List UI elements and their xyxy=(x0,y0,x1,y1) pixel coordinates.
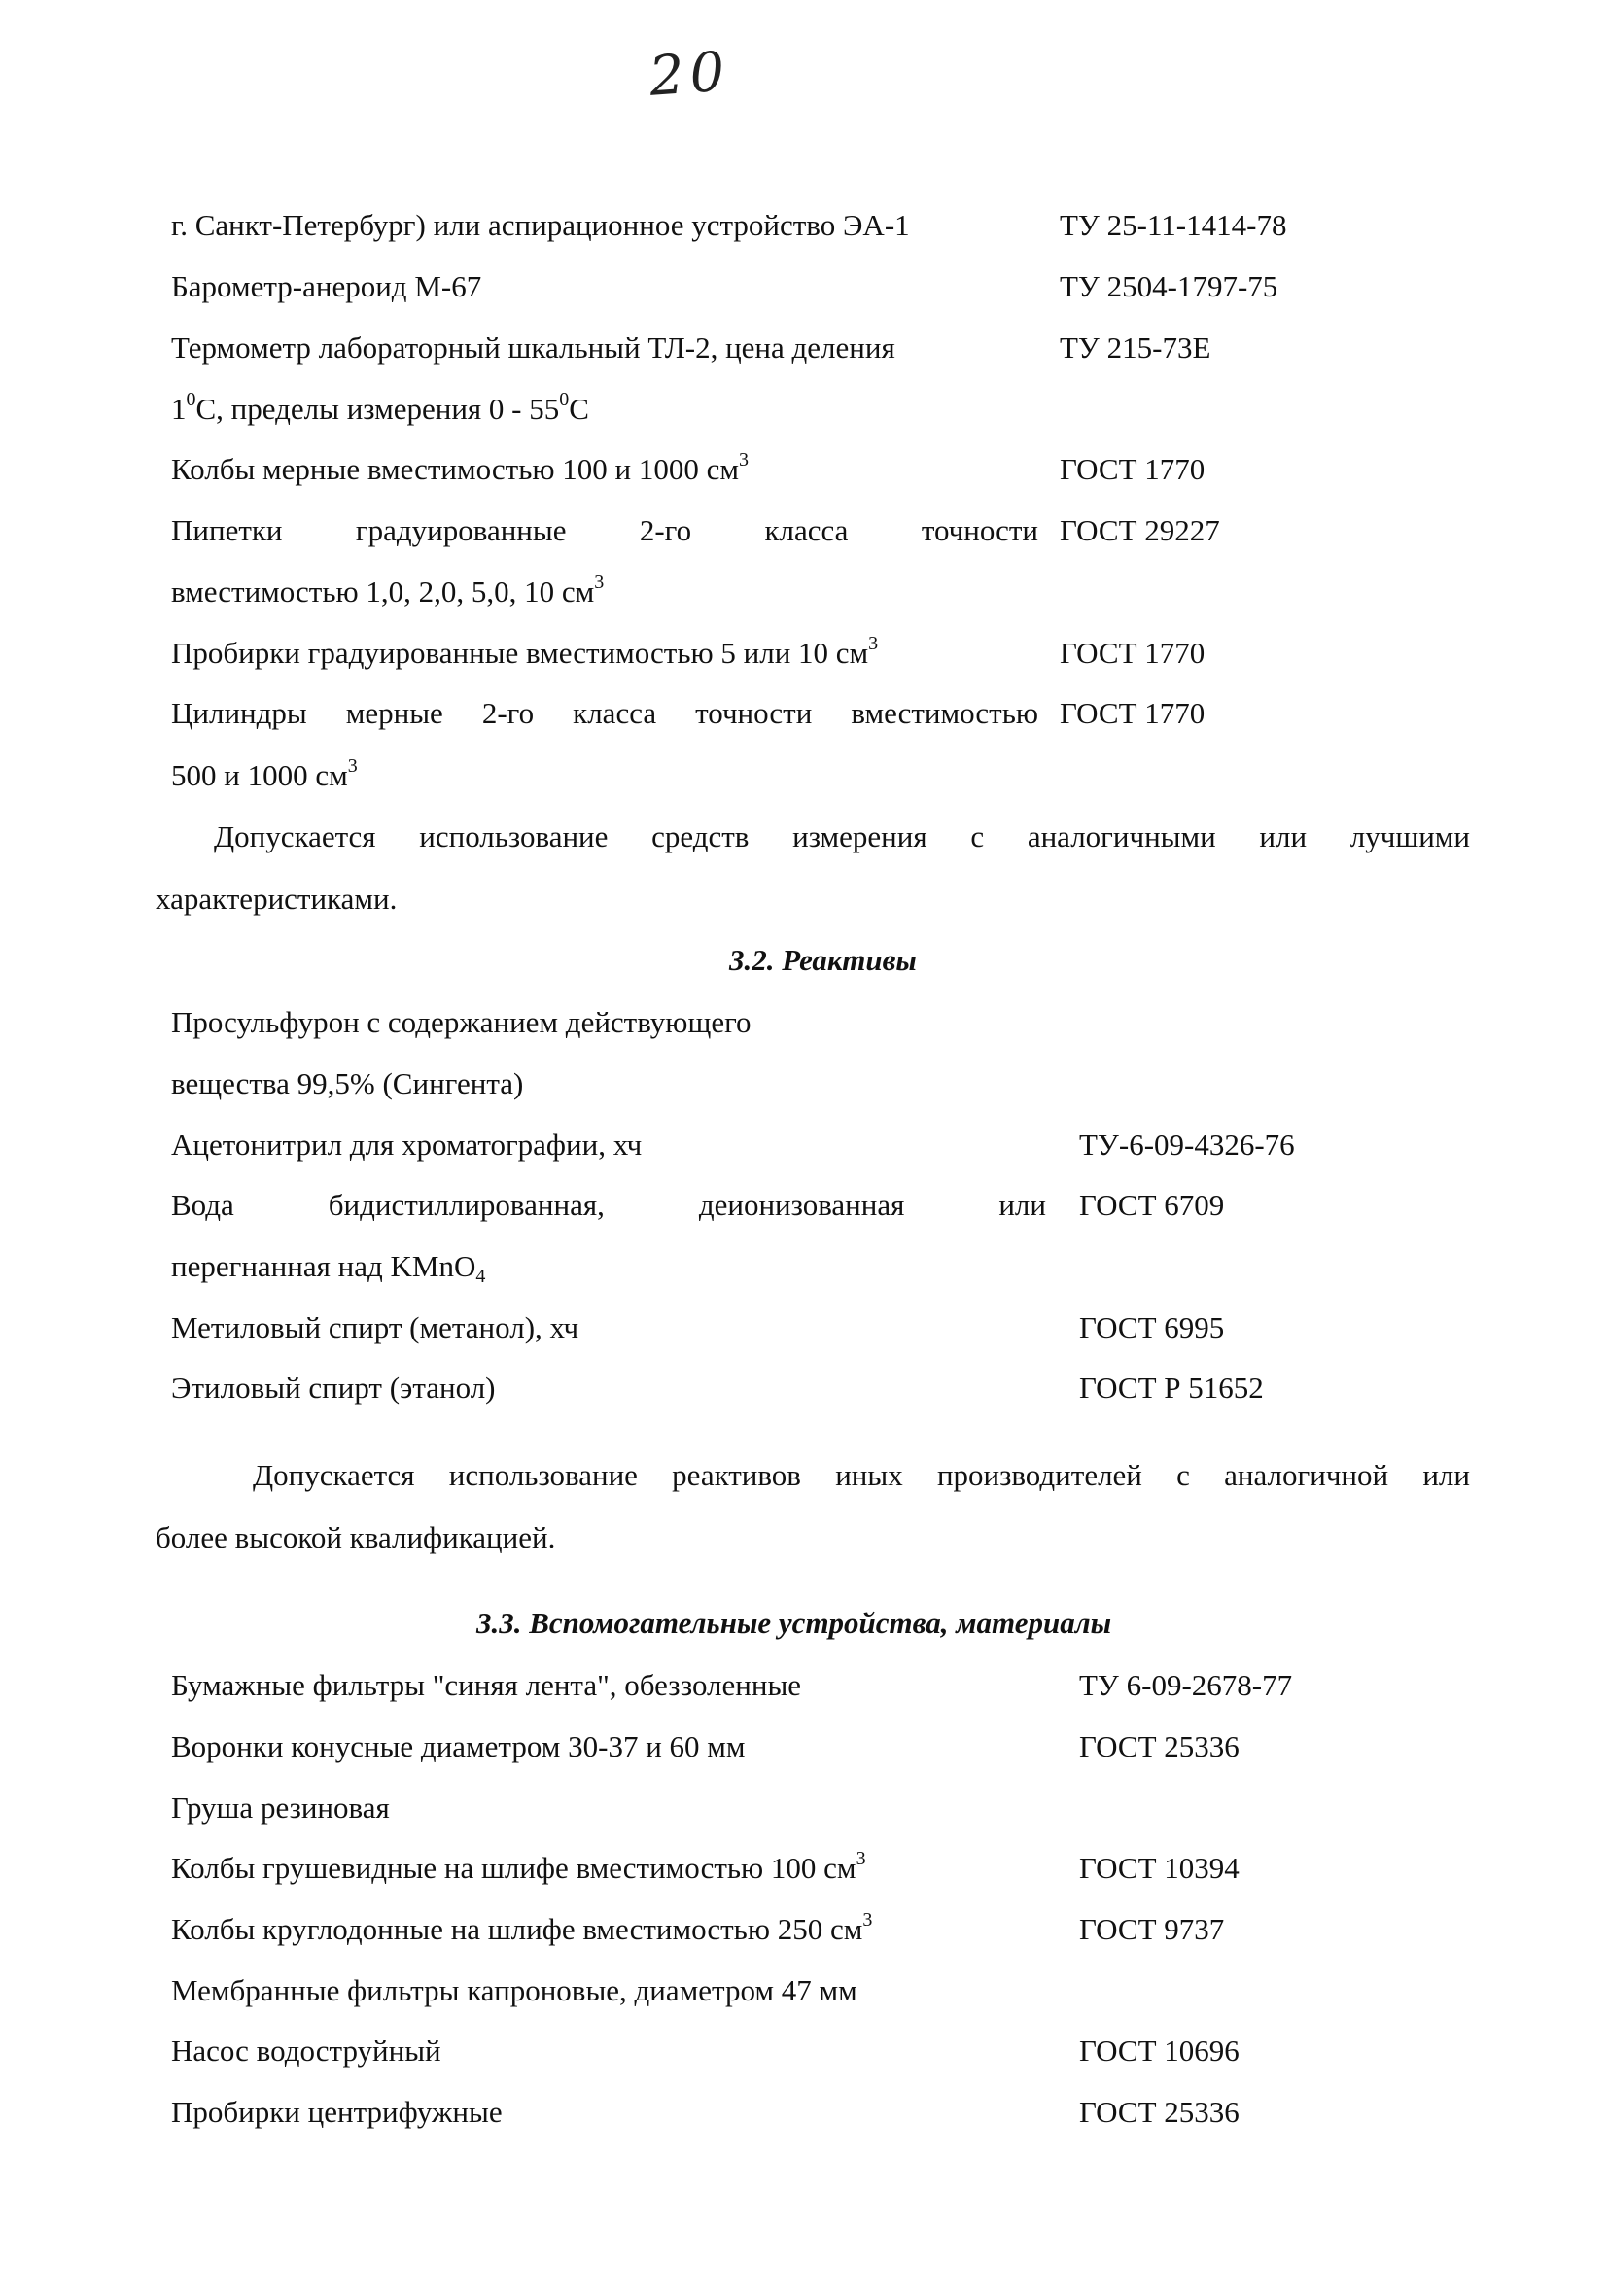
material-line: Пробирки центрифужные xyxy=(171,2095,503,2129)
reagent-line: Ацетонитрил для хроматографии, хч xyxy=(171,1128,643,1162)
material-line: Бумажные фильтры "синяя лента", обеззоленные xyxy=(171,1668,802,1702)
reagent-line: Метиловый спирт (метанол), хч xyxy=(171,1310,579,1344)
equipment-line: Пипетки градуированные 2-го класса точности xyxy=(171,513,1038,547)
standard-ref: ГОСТ 1770 xyxy=(1060,696,1206,730)
standard-ref: ГОСТ 1770 xyxy=(1060,636,1206,670)
standard-ref: ГОСТ Р 51652 xyxy=(1079,1371,1264,1405)
equipment-line: Пробирки градуированные вместимостью 5 или 10 $см^3$ xyxy=(171,633,879,670)
reagent-line: вещества 99,5% (Сингента) xyxy=(171,1066,524,1100)
equipment-line: Колбы мерные вместимостью 100 и 1000 $см^3$ xyxy=(171,449,749,486)
reagent-line: перегнанная над KMnO$_4$ xyxy=(171,1249,486,1287)
standard-ref: ГОСТ 6709 xyxy=(1079,1188,1225,1222)
note-paragraph: Допускается использование реактивов иных производителей с аналогичной или xyxy=(253,1458,1470,1492)
equipment-line: Цилиндры мерные 2-го класса точности вместимостью xyxy=(171,696,1038,730)
reagent-line: Вода бидистиллированная, деионизованная или xyxy=(171,1188,1046,1222)
equipment-line: вместимостью 1,0, 2,0, 5,0, 10 $см^3$ xyxy=(171,572,605,609)
standard-ref: ГОСТ 9737 xyxy=(1079,1912,1225,1946)
section-heading: 3.2. Реактивы xyxy=(729,943,917,977)
standard-ref: ГОСТ 25336 xyxy=(1079,1729,1240,1763)
equipment-line: г. Санкт-Петербург) или аспирационное устройство ЭА-1 xyxy=(171,208,910,242)
note-paragraph-end: более высокой квалификацией. xyxy=(156,1520,556,1554)
material-line: Насос водоструйный xyxy=(171,2034,441,2068)
page-number: 20 xyxy=(647,40,733,109)
material-line: Груша резиновая xyxy=(171,1791,390,1825)
standard-ref: ГОСТ 6995 xyxy=(1079,1310,1225,1344)
equipment-line: 500 и 1000 $см^3$ xyxy=(171,755,358,792)
note-paragraph-end: характеристиками. xyxy=(156,882,398,916)
section-heading: 3.3. Вспомогательные устройства, материалы xyxy=(476,1606,1112,1640)
standard-ref: ГОСТ 10696 xyxy=(1079,2034,1240,2068)
standard-ref: ТУ-6-09-4326-76 xyxy=(1079,1128,1295,1162)
material-line: Колбы грушевидные на шлифе вместимостью 100 $см^3$ xyxy=(171,1848,866,1885)
standard-ref: ТУ 2504-1797-75 xyxy=(1060,269,1278,303)
standard-ref: ТУ 215-73Е xyxy=(1060,330,1211,365)
material-line: Воронки конусные диаметром 30-37 и 60 мм xyxy=(171,1729,746,1763)
equipment-line: $1^0С$, пределы измерения $0 - 55^0С$ xyxy=(171,389,589,426)
note-paragraph: Допускается использование средств измерения с аналогичными или лучшими xyxy=(214,819,1470,853)
standard-ref: ТУ 25-11-1414-78 xyxy=(1060,208,1287,242)
material-line: Мембранные фильтры капроновые, диаметром 47 мм xyxy=(171,1973,857,2007)
standard-ref: ГОСТ 25336 xyxy=(1079,2095,1240,2129)
reagent-line: Этиловый спирт (этанол) xyxy=(171,1371,496,1405)
standard-ref: ГОСТ 29227 xyxy=(1060,513,1220,547)
equipment-line: Термометр лабораторный шкальный ТЛ-2, цена деления xyxy=(171,330,895,365)
reagent-line: Просульфурон с содержанием действующего xyxy=(171,1005,752,1039)
equipment-line: Барометр-анероид М-67 xyxy=(171,269,482,303)
standard-ref: ГОСТ 10394 xyxy=(1079,1851,1240,1885)
standard-ref: ГОСТ 1770 xyxy=(1060,452,1206,486)
material-line: Колбы круглодонные на шлифе вместимостью 250 $см^3$ xyxy=(171,1909,873,1946)
standard-ref: ТУ 6-09-2678-77 xyxy=(1079,1668,1293,1702)
